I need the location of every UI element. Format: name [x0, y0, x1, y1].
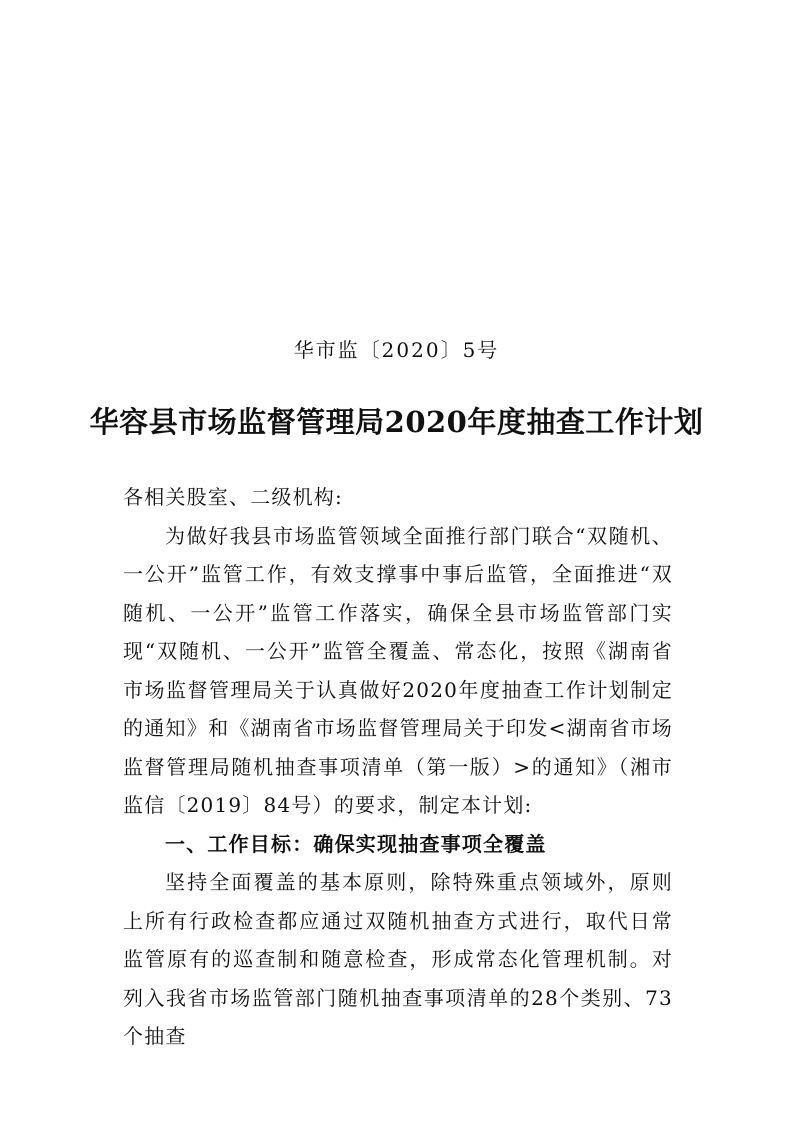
work-goal-paragraph: 坚持全面覆盖的基本原则，除特殊重点领域外，原则上所有行政检查都应通过双随机抽查方式进行，取代日常监管原有的巡查制和随意检查，形成常态化管理机制。对列入我省市场监管部门随机抽查事项清单的28个类别、73个抽查 [123, 870, 673, 1048]
document-title: 华容县市场监督管理局2020年度抽查工作计划 [89, 405, 704, 439]
section-heading-work-goal: 一、工作目标：确保实现抽查事项全覆盖 [165, 831, 547, 856]
salutation: 各相关股室、二级机构: [123, 485, 343, 509]
document-body [123, 478, 673, 1056]
intro-paragraph: 为做好我县市场监管领域全面推行部门联合“双随机、一公开”监管工作，有效支撑事中事后监管，全面推进“双随机、一公开”监管工作落实，确保全县市场监管部门实现“双随机、一公开”监管全覆盖、常态化，按照《湖南省市场监督管理局关于认真做好2020年度抽查工作计划制定的通知》和《湖南省市场监督管理局关于印发<湖南省市场监督管理局随机抽查事项清单（第一版）>的通知》（湘市监信〔2019〕84号）的要求，制定本计划: [123, 523, 673, 817]
document-number: 华市监〔2020〕5号 [293, 338, 500, 362]
